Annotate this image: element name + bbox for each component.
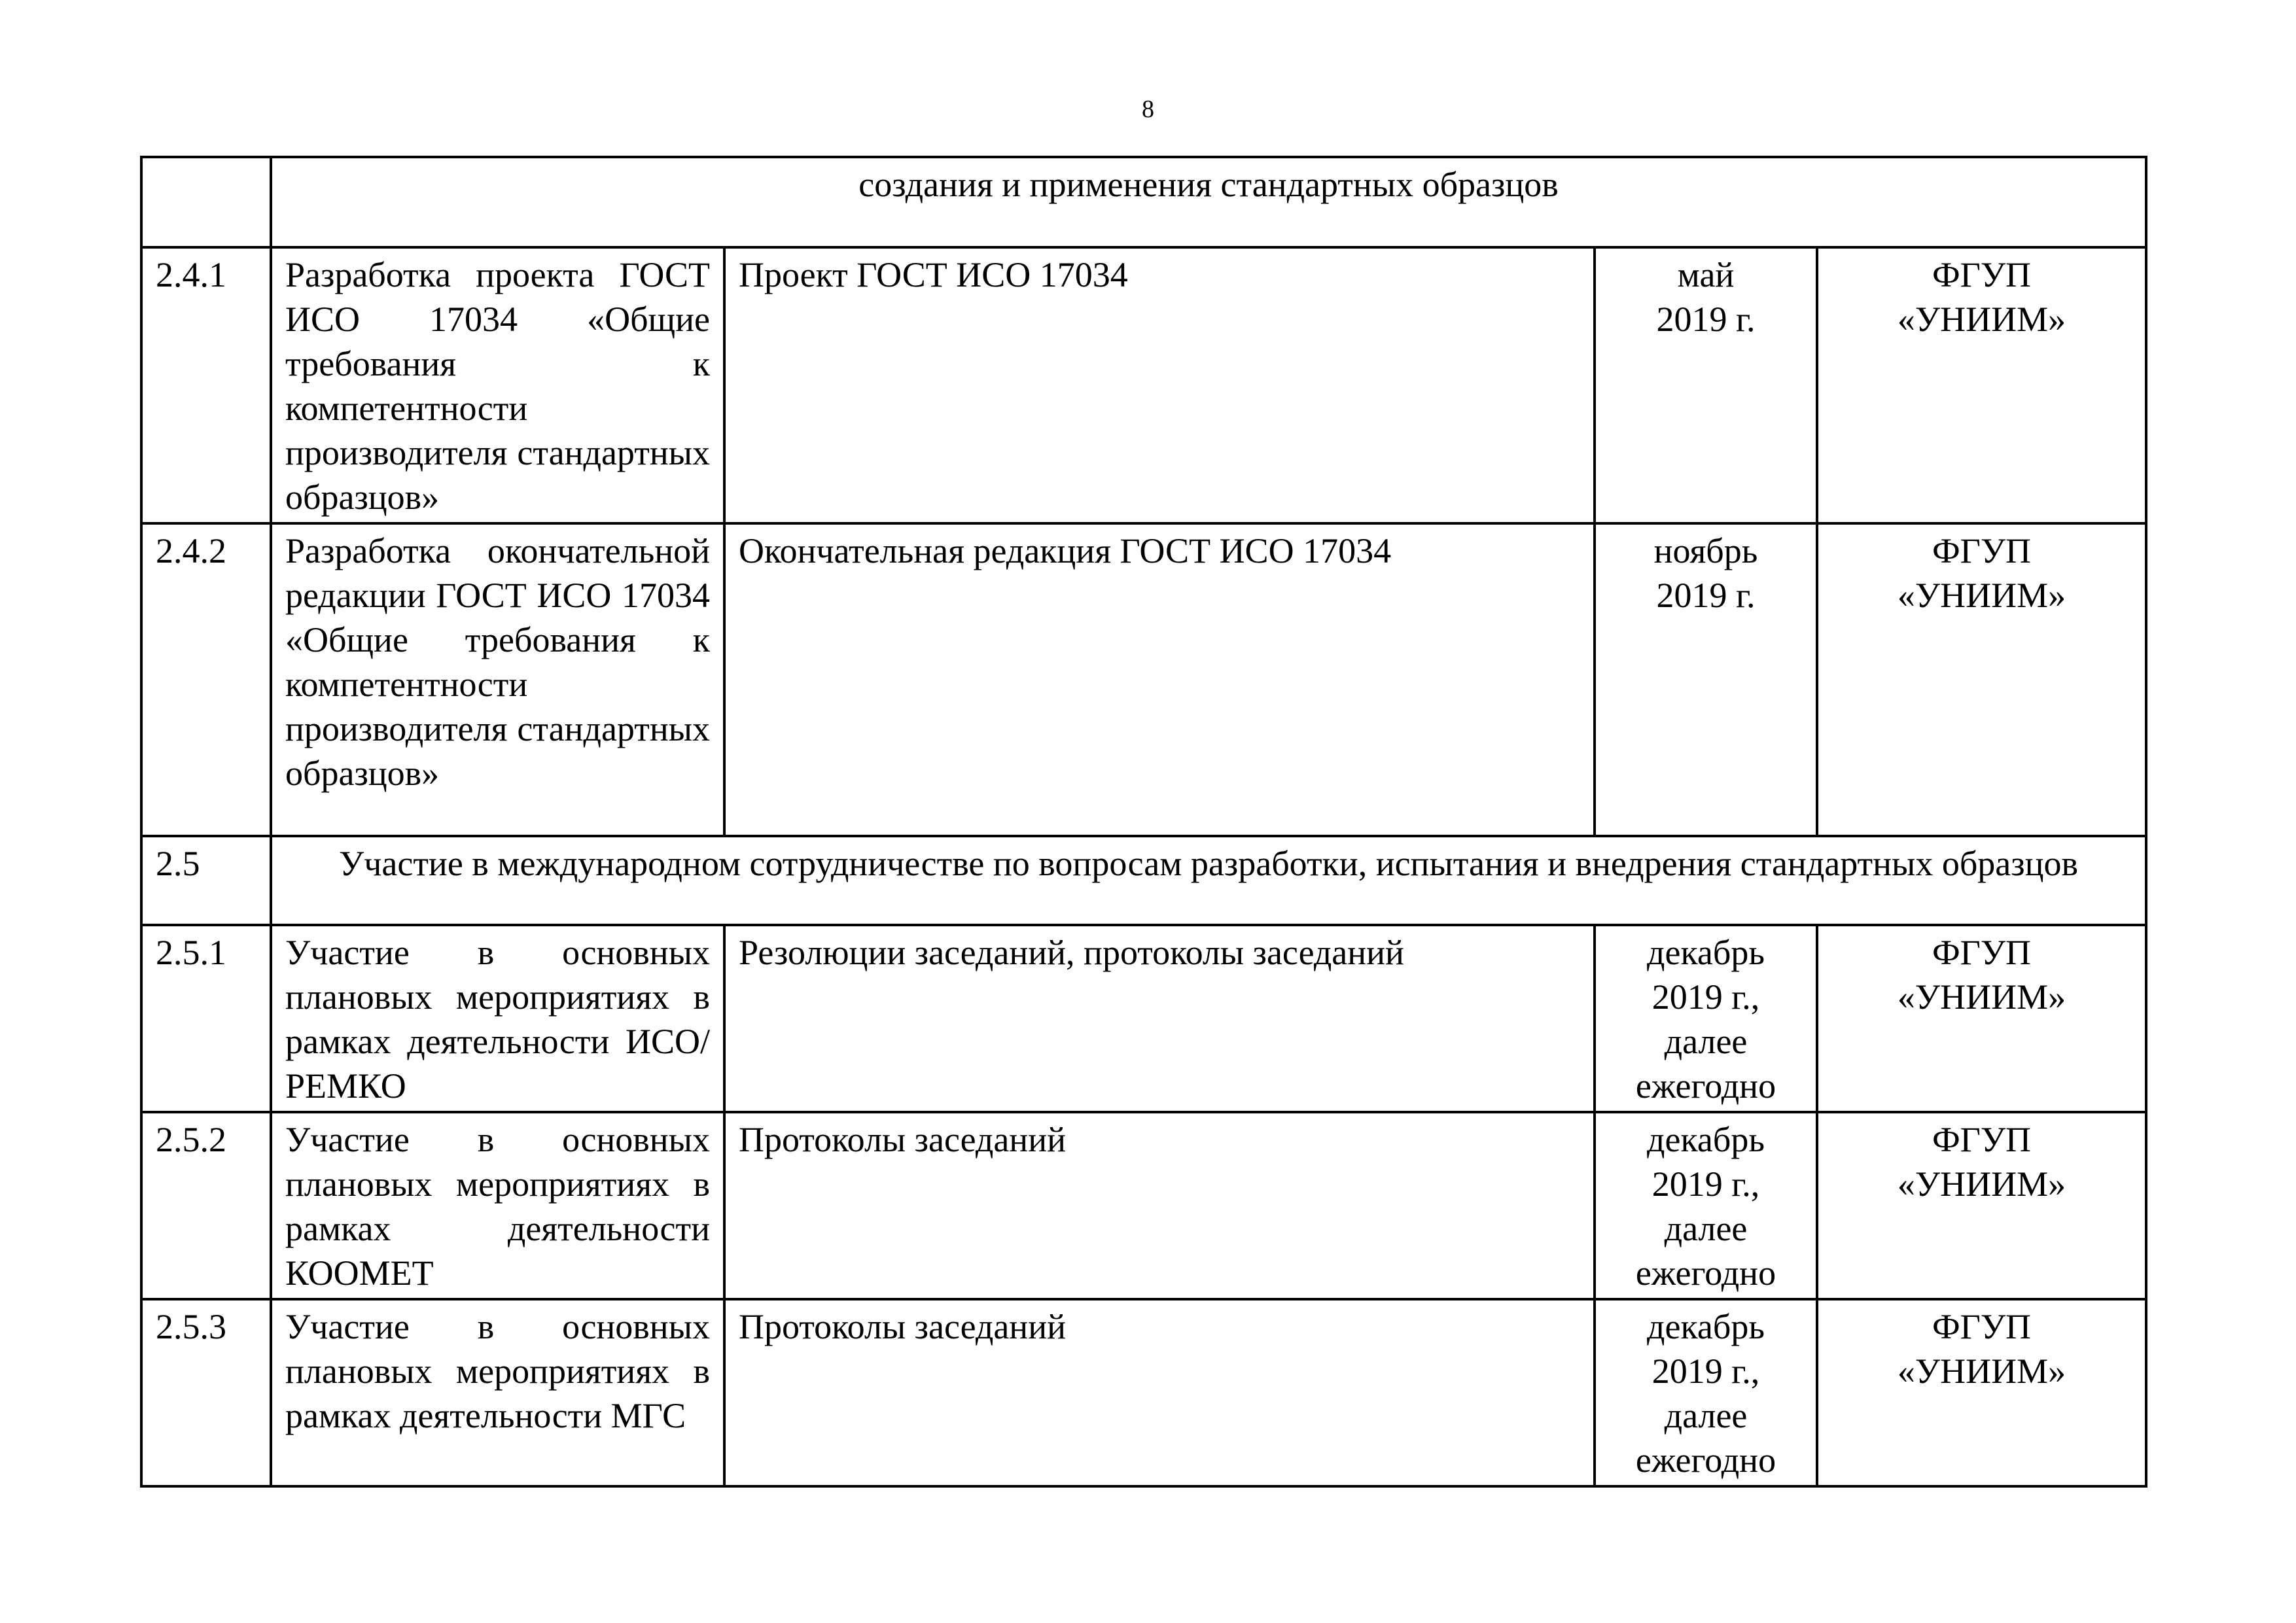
expected-result: Окончательная редакция ГОСТ ИСО 17034 xyxy=(724,523,1595,836)
work-description: Участие в основных плановых мероприятиях в рамках деятельности КООМЕТ xyxy=(271,1112,724,1299)
table-row xyxy=(141,1299,2146,1486)
work-description: Участие в основных плановых мероприятиях в рамках деятельности ИСО/РЕМКО xyxy=(271,925,724,1112)
deadline xyxy=(1595,523,1817,836)
deadline xyxy=(1595,1299,1817,1486)
deadline-line: май xyxy=(1677,255,1735,294)
deadline-line: далее xyxy=(1664,1022,1748,1061)
executor xyxy=(1817,925,2146,1112)
executor-line: ФГУП xyxy=(1932,255,2032,294)
deadline-line: 2019 г., xyxy=(1651,977,1760,1017)
expected-result: Протоколы заседаний xyxy=(724,1112,1595,1299)
deadline-line: ежегодно xyxy=(1635,1440,1776,1480)
item-number: 2.5.2 xyxy=(141,1112,271,1299)
executor-line: ФГУП xyxy=(1932,1307,2032,1346)
expected-result: Резолюции заседаний, протоколы заседаний xyxy=(724,925,1595,1112)
deadline-line: 2019 г., xyxy=(1651,1352,1760,1391)
deadline xyxy=(1595,925,1817,1112)
work-description: Участие в основных плановых мероприятиях в рамках деятельности МГС xyxy=(271,1299,724,1486)
deadline-line: декабрь xyxy=(1647,1120,1765,1159)
deadline-line: далее xyxy=(1664,1396,1748,1435)
deadline-line: ноябрь xyxy=(1653,531,1758,570)
executor xyxy=(1817,1112,2146,1299)
continued-section-heading: создания и применения стандартных образцов xyxy=(271,157,2146,247)
deadline-line: декабрь xyxy=(1647,933,1765,972)
executor xyxy=(1817,523,2146,836)
expected-result: Протоколы заседаний xyxy=(724,1299,1595,1486)
deadline-line: ежегодно xyxy=(1635,1066,1776,1106)
deadline xyxy=(1595,1112,1817,1299)
executor-line: «УНИИМ» xyxy=(1897,1164,2066,1204)
executor-line: «УНИИМ» xyxy=(1897,1352,2066,1391)
executor-line: «УНИИМ» xyxy=(1897,576,2066,615)
deadline-line: 2019 г. xyxy=(1656,576,1756,615)
table-row xyxy=(141,925,2146,1112)
executor-line: «УНИИМ» xyxy=(1897,977,2066,1017)
table-row xyxy=(141,1112,2146,1299)
deadline-line: 2019 г., xyxy=(1651,1164,1760,1204)
item-number: 2.4.1 xyxy=(141,247,271,523)
table-row xyxy=(141,523,2146,836)
executor-line: ФГУП xyxy=(1932,1120,2032,1159)
executor-line: ФГУП xyxy=(1932,933,2032,972)
executor xyxy=(1817,1299,2146,1486)
executor-line: ФГУП xyxy=(1932,531,2032,570)
table-row xyxy=(141,247,2146,523)
executor-line: «УНИИМ» xyxy=(1897,300,2066,339)
deadline-line: декабрь xyxy=(1647,1307,1765,1346)
work-description: Разработка проекта ГОСТ ИСО 17034 «Общие требования к компетентности производителя стандартных образцов» xyxy=(271,247,724,523)
page-number: 8 xyxy=(1142,96,1154,123)
plan-table xyxy=(140,156,2147,1488)
section-number: 2.5 xyxy=(141,836,271,925)
deadline-line: ежегодно xyxy=(1635,1253,1776,1293)
deadline-line: 2019 г. xyxy=(1656,300,1756,339)
item-number: 2.4.2 xyxy=(141,523,271,836)
table-cell-empty xyxy=(141,157,271,247)
work-description: Разработка окончательной редакции ГОСТ ИСО 17034 «Общие требования к компетентности производителя стандартных образцов» xyxy=(271,523,724,836)
section-title: Участие в международном сотрудничестве по вопросам разработки, испытания и внедрения стандартных образцов xyxy=(271,836,2146,925)
deadline xyxy=(1595,247,1817,523)
table-row-continued-heading xyxy=(141,157,2146,247)
expected-result: Проект ГОСТ ИСО 17034 xyxy=(724,247,1595,523)
item-number: 2.5.3 xyxy=(141,1299,271,1486)
executor xyxy=(1817,247,2146,523)
table-row-section xyxy=(141,836,2146,925)
item-number: 2.5.1 xyxy=(141,925,271,1112)
deadline-line: далее xyxy=(1664,1209,1748,1248)
